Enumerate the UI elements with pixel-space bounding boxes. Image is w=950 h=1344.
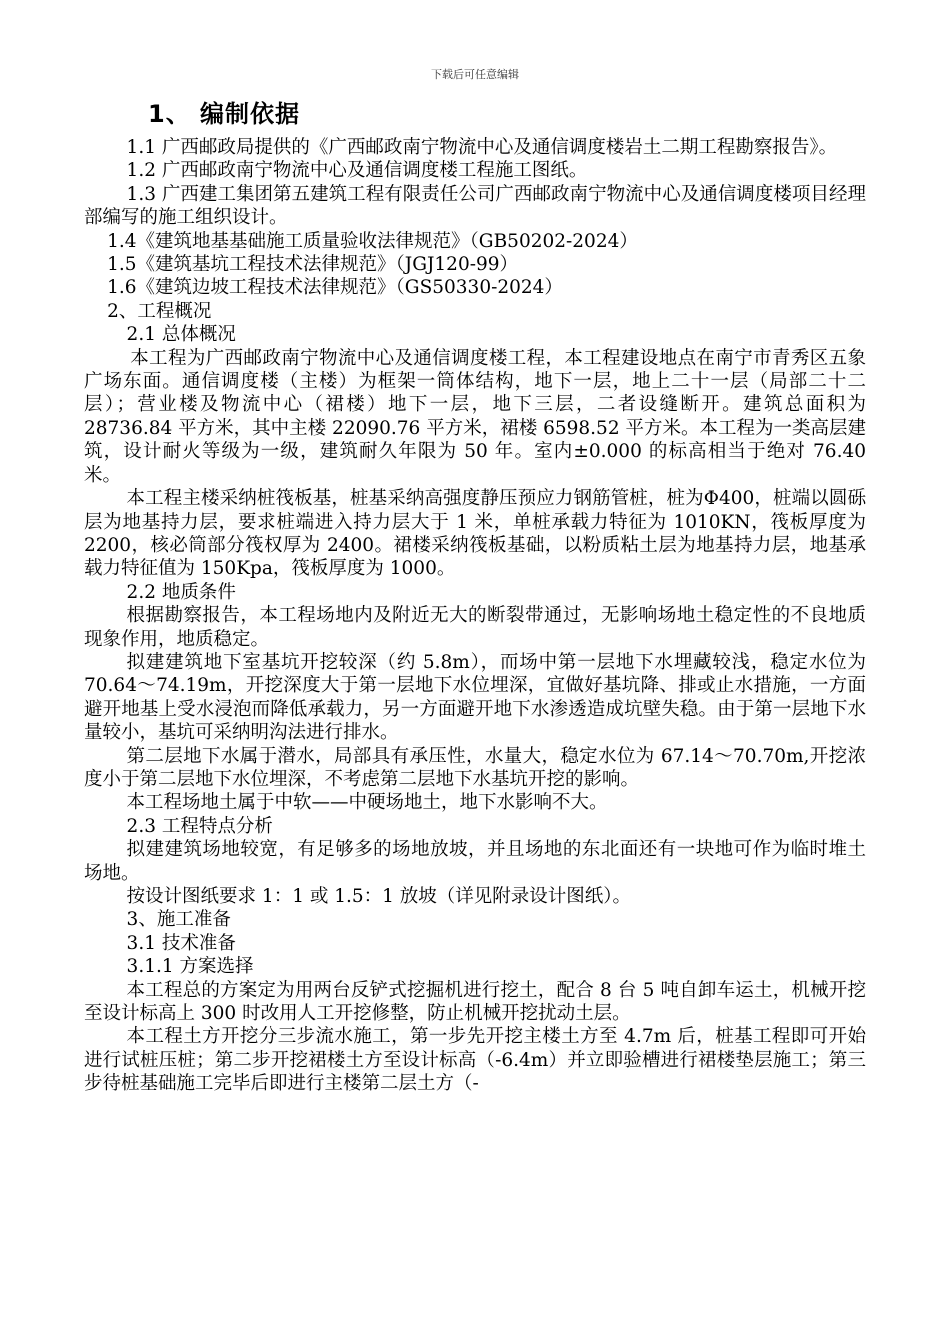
- paragraph: 2.3 工程特点分析: [126, 815, 273, 837]
- paragraph: 1.6《建筑边坡工程技术法律规范》（GS50330-2024）: [107, 277, 563, 299]
- paragraph: 本工程主楼采纳桩筏板基，桩基采纳高强度静压预应力钢筋管桩，桩为Φ400，桩端以圆砾层为地基持力层，要求桩端进入持力层大于 1 米，单桩承载力特征为 1010KN，筏板厚度为 2200，核必筒部分筏权厚为 2400。裙楼采纳筏板基础，以粉质粘土层为地基持力层，地基承载力特征值为 150Kpa，筏板厚度为 1000。: [84, 488, 866, 580]
- paragraph: 本工程土方开挖分三步流水施工，第一步先开挖主楼土方至 4.7m 后，桩基工程即可开始进行试桩压桩；第二步开挖裙楼土方至设计标高（-6.4m）并立即验槽进行裙楼垫层施工；第三步待桩基础施工完毕后即进行主楼第二层土方（-: [84, 1026, 866, 1095]
- paragraph: 按设计图纸要求 1：1 或 1.5：1 放坡（详见附录设计图纸）。: [126, 886, 632, 907]
- paragraph: 1.3 广西建工集团第五建筑工程有限责任公司广西邮政南宁物流中心及通信调度楼项目经理部编写的施工组织设计。: [84, 183, 866, 229]
- document-body: [84, 136, 866, 1096]
- paragraph: 1.5《建筑基坑工程技术法律规范》（JGJ120-99）: [107, 254, 519, 276]
- paragraph: 1.2 广西邮政南宁物流中心及通信调度楼工程施工图纸。: [126, 160, 588, 182]
- paragraph: 3.1.1 方案选择: [126, 956, 254, 978]
- paragraph: 2、工程概况: [107, 300, 212, 322]
- paragraph: 第二层地下水属于潜水，局部具有承压性，水量大，稳定水位为 67.14～70.70m,开挖浓度小于第二层地下水位埋深，不考虑第二层地下水基坑开挖的影响。: [84, 745, 866, 790]
- paragraph: 1.4《建筑地基基础施工质量验收法律规范》（GB50202-2024）: [107, 230, 638, 252]
- paragraph: 2.2 地质条件: [126, 581, 236, 603]
- paragraph: 2.1 总体概况: [126, 324, 236, 346]
- paragraph: 根据勘察报告，本工程场地内及附近无大的断裂带通过，无影响场地土稳定性的不良地质现象作用，地质稳定。: [84, 605, 866, 650]
- paragraph: 3.1 技术准备: [126, 932, 236, 954]
- paragraph: 拟建建筑地下室基坑开挖较深（约 5.8m），而场中第一层地下水埋藏较浅，稳定水位为 70.64～74.19m，开挖深度大于第一层地下水位埋深，宜做好基坑降、排或止水措施，一方面避开地基上受水浸泡而降低承载力，另一方面避开地下水渗透造成坑壁失稳。由于第一层地下水量较小，基坑可采纳明沟法进行排水。: [84, 651, 866, 744]
- page-header: 下载后可任意编辑: [431, 68, 519, 81]
- paragraph: 本工程场地土属于中软——中硬场地土，地下水影响不大。: [126, 792, 608, 814]
- paragraph: 3、施工准备: [126, 909, 231, 931]
- paragraph: 本工程为广西邮政南宁物流中心及通信调度楼工程，本工程建设地点在南宁市青秀区五象广场东面。通信调度楼（主楼）为框架一筒体结构，地下一层，地上二十一层（局部二十二层）；营业楼及物流中心（裙楼）地下一层，地下三层，二者设缝断开。建筑总面积为 28736.84 平方米，其中主楼 22090.76 平方米，裙楼 6598.52 平方米。本工程为一类高层建筑，设计耐火等级为一级，建筑耐久年限为 50 年。室内±0.000 的标高相当于绝对 76.40 米。: [84, 347, 866, 486]
- paragraph: 1.1 广西邮政局提供的《广西邮政南宁物流中心及通信调度楼岩土二期工程勘察报告》。: [126, 137, 838, 158]
- section-heading: 1、 编制依据: [148, 100, 301, 128]
- paragraph: 拟建建筑场地较宽，有足够多的场地放坡，并且场地的东北面还有一块地可作为临时堆土场地。: [84, 839, 866, 884]
- paragraph: 本工程总的方案定为用两台反铲式挖掘机进行挖土，配合 8 台 5 吨自卸车运土，机械开挖至设计标高上 300 时改用人工开挖修整，防止机械开挖扰动土层。: [84, 979, 866, 1025]
